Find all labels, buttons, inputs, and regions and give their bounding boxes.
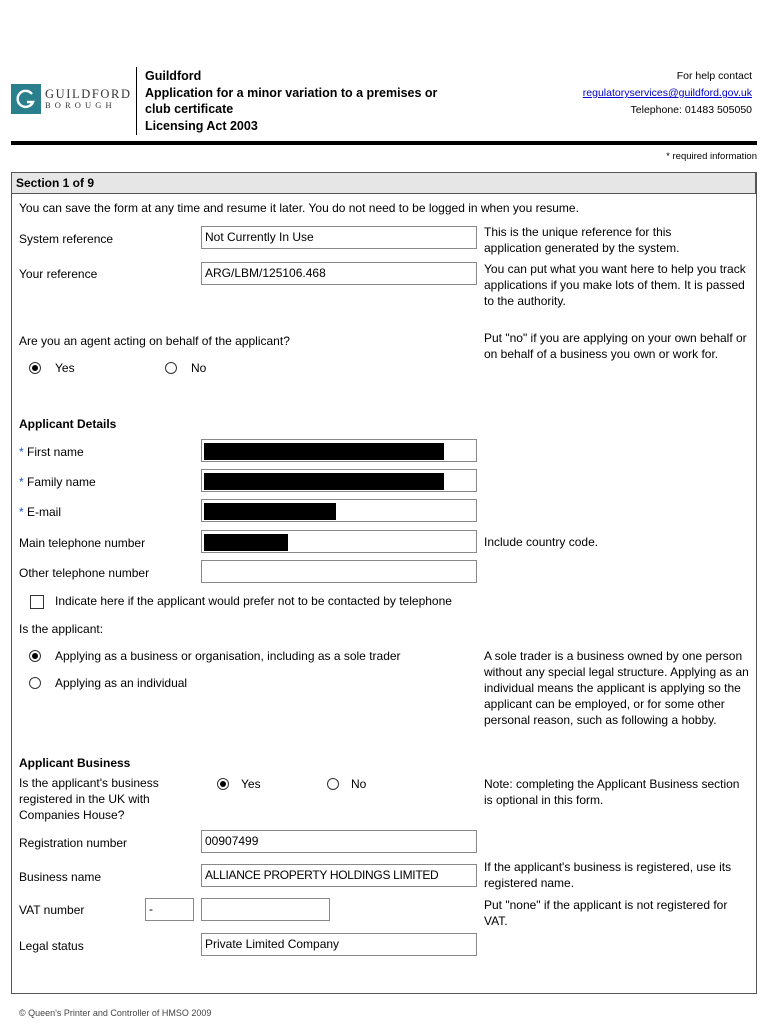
legal-status-field[interactable]: Private Limited Company <box>201 933 477 956</box>
copyright-footer: © Queen's Printer and Controller of HMSO 2009 <box>19 1008 212 1018</box>
other-phone-label: Other telephone number <box>19 566 150 580</box>
registered-no-radio[interactable] <box>327 778 339 790</box>
first-name-label <box>19 445 84 459</box>
header-divider <box>136 67 137 135</box>
redaction-bar <box>204 503 336 520</box>
logo-line-2: BOROUGH <box>45 100 116 110</box>
applicant-type-question: Is the applicant: <box>19 622 104 636</box>
business-name-label: Business name <box>19 870 102 884</box>
required-information: * required information <box>666 151 757 162</box>
legal-status-label: Legal status <box>19 939 84 953</box>
form-title <box>145 68 505 134</box>
your-reference-field[interactable]: ARG/LBM/125106.468 <box>201 262 477 285</box>
applicant-type-note: A sole trader is a business owned by one person without any special legal structure. Applying as an individual means the applicant is applying so the applicant can be employed, or for some other personal reason, such as following a hobby. <box>484 649 749 727</box>
guildford-g-icon <box>11 84 41 114</box>
business-radio[interactable] <box>29 650 41 662</box>
help-title: For help contact <box>676 70 752 82</box>
no-phone-contact-label: Indicate here if the applicant would prefer not to be contacted by telephone <box>55 594 452 608</box>
logo-line-1: GUILDFORD <box>45 87 132 101</box>
first-name-field[interactable] <box>201 439 477 462</box>
title-line: Application for a minor variation to a premises or <box>145 85 438 100</box>
registered-yes-radio[interactable] <box>217 778 229 790</box>
registered-note: Note: completing the Applicant Business section is optional in this form. <box>484 777 740 807</box>
section-intro: You can save the form at any time and resume it later. You do not need to be logged in when you resume. <box>19 201 579 215</box>
email-label <box>19 505 61 519</box>
required-marker: * <box>19 445 24 459</box>
other-phone-field[interactable] <box>201 560 477 583</box>
header-rule <box>11 141 757 145</box>
family-name-field[interactable] <box>201 469 477 492</box>
required-marker: * <box>19 505 24 519</box>
vat-number-field[interactable] <box>201 898 330 921</box>
help-email-link[interactable]: regulatoryservices@guildford.gov.uk <box>582 87 752 99</box>
business-name-note: If the applicant's business is registered, use its registered name. <box>484 860 732 890</box>
first-name-text: First name <box>27 445 84 459</box>
title-line: Guildford <box>145 69 202 83</box>
system-reference-label: System reference <box>19 232 114 246</box>
guildford-logo <box>11 84 131 114</box>
individual-radio[interactable] <box>29 677 41 689</box>
business-option-label: Applying as a business or organisation, including as a sole trader <box>55 649 401 663</box>
redaction-bar <box>204 534 288 551</box>
help-phone: Telephone: 01483 505050 <box>630 104 752 116</box>
family-name-label <box>19 475 96 489</box>
agent-yes-label: Yes <box>55 361 75 375</box>
email-text: E-mail <box>27 505 62 519</box>
registered-question: Is the applicant's business registered in the UK with Companies House? <box>19 776 159 822</box>
individual-option-label: Applying as an individual <box>55 676 188 690</box>
registration-number-field[interactable]: 00907499 <box>201 830 477 853</box>
section-header: Section 1 of 9 <box>11 172 756 194</box>
registered-no-label: No <box>351 777 367 791</box>
business-name-field[interactable]: ALLIANCE PROPERTY HOLDINGS LIMITED <box>201 864 477 887</box>
applicant-business-heading: Applicant Business <box>19 756 131 770</box>
agent-question: Are you an agent acting on behalf of the applicant? <box>19 334 290 348</box>
agent-no-radio[interactable] <box>165 362 177 374</box>
title-line: club certificate <box>145 102 234 116</box>
title-line: Licensing Act 2003 <box>145 118 258 133</box>
email-field[interactable] <box>201 499 477 522</box>
agent-note: Put "no" if you are applying on your own behalf or on behalf of a business you own or work for. <box>484 331 747 361</box>
redaction-bar <box>204 473 444 490</box>
registration-number-label: Registration number <box>19 836 128 850</box>
no-phone-contact-checkbox[interactable] <box>30 595 44 609</box>
your-reference-note: You can put what you want here to help you track applications if you make lots of them. It is passed to the authority. <box>484 262 746 308</box>
main-phone-field[interactable] <box>201 530 477 553</box>
vat-number-label: VAT number <box>19 903 85 917</box>
registered-yes-label: Yes <box>241 777 261 791</box>
system-reference-field[interactable]: Not Currently In Use <box>201 226 477 249</box>
vat-prefix-field[interactable]: - <box>145 898 194 921</box>
required-marker: * <box>19 475 24 489</box>
family-name-text: Family name <box>27 475 96 489</box>
vat-note: Put "none" if the applicant is not registered for VAT. <box>484 898 728 928</box>
system-reference-note: This is the unique reference for this application generated by the system. <box>484 225 680 255</box>
main-phone-label: Main telephone number <box>19 536 146 550</box>
agent-no-label: No <box>191 361 207 375</box>
your-reference-label: Your reference <box>19 267 98 281</box>
agent-yes-radio[interactable] <box>29 362 41 374</box>
applicant-details-heading: Applicant Details <box>19 417 117 431</box>
redaction-bar <box>204 443 444 460</box>
help-contact <box>520 68 752 119</box>
main-phone-note: Include country code. <box>484 535 599 549</box>
